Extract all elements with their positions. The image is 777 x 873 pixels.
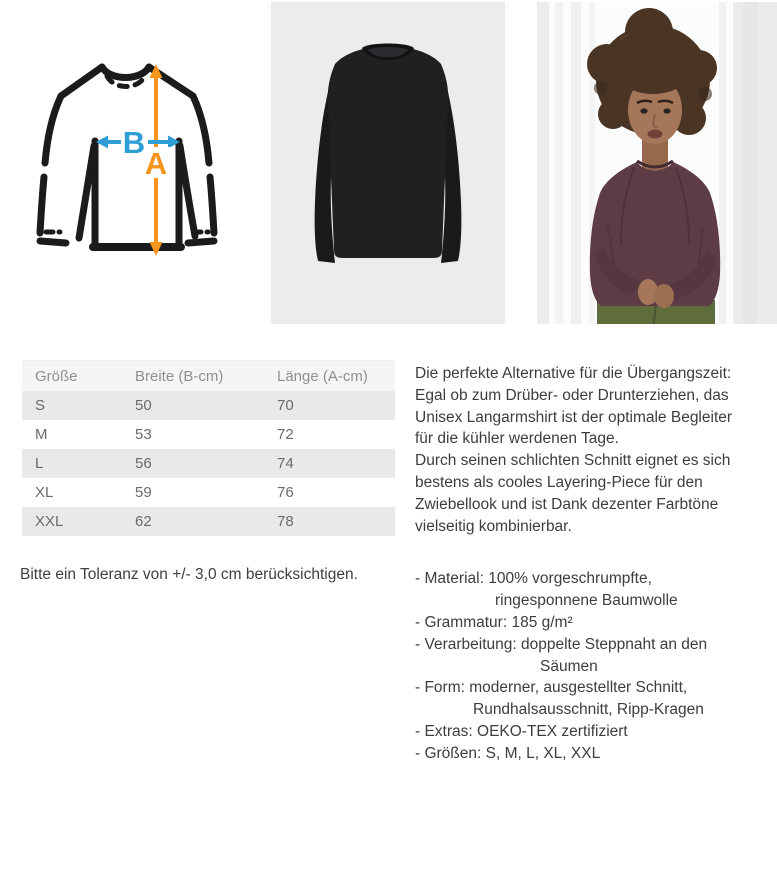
black-shirt	[315, 44, 462, 264]
column-header-length: Länge (A-cm)	[264, 361, 395, 392]
size-diagram-image[interactable]	[0, 0, 267, 330]
cell-length: 74	[277, 455, 294, 472]
product-photo[interactable]	[271, 2, 505, 324]
spec-line-material-cont: ringesponnene Baumwolle	[495, 592, 678, 610]
cell-size: L	[35, 455, 44, 472]
table-row	[22, 507, 395, 536]
description-line: für die kühler werdenen Tage.	[415, 430, 619, 448]
cell-size: XL	[35, 484, 54, 501]
product-description	[415, 363, 777, 765]
cell-size: S	[35, 397, 46, 414]
cell-width: 59	[135, 484, 152, 501]
cell-length: 70	[277, 397, 294, 414]
description-line: Durch seinen schlichten Schnitt eignet es sich	[415, 452, 731, 470]
spec-line-workmanship-cont: Säumen	[540, 657, 598, 675]
description-line: Die perfekte Alternative für die Übergangszeit:	[415, 365, 732, 382]
description-line: Unisex Langarmshirt ist der optimale Begleiter	[415, 408, 733, 426]
spec-line-grammage: - Grammatur: 185 g/m²	[415, 613, 573, 631]
size-table-container	[22, 360, 395, 536]
black-longsleeve-illustration	[271, 2, 505, 324]
cell-width: 62	[135, 513, 152, 530]
spec-line-material: - Material: 100% vorgeschrumpfte,	[415, 570, 652, 588]
spec-line-workmanship: - Verarbeitung: doppelte Steppnaht an den	[415, 635, 708, 653]
spec-line-sizes: - Größen: S, M, L, XL, XXL	[415, 744, 601, 762]
spec-line-extras: - Extras: OEKO-TEX zertifiziert	[415, 722, 628, 740]
description-line: Egal ob zum Drüber- oder Drunterziehen, das	[415, 386, 729, 404]
column-header-size: Größe	[22, 361, 122, 392]
cell-length: 76	[277, 484, 294, 501]
cell-width: 56	[135, 455, 152, 472]
cell-width: 50	[135, 397, 152, 414]
table-row	[22, 391, 395, 420]
table-row	[22, 478, 395, 507]
description-spacer	[415, 537, 777, 568]
table-row	[22, 449, 395, 478]
length-label: A	[144, 146, 168, 181]
model-illustration	[537, 2, 777, 324]
cell-size: M	[35, 426, 48, 443]
spec-line-form-cont: Rundhalsausschnitt, Ripp-Kragen	[473, 701, 704, 719]
size-diagram	[0, 0, 267, 330]
size-table-header-row	[22, 361, 395, 392]
size-table	[22, 360, 395, 536]
cell-width: 53	[135, 426, 152, 443]
description-line: bestens als cooles Layering-Piece für den	[415, 473, 703, 491]
cell-length: 78	[277, 513, 294, 530]
hairline	[610, 30, 696, 94]
cell-length: 72	[277, 426, 294, 443]
cell-size: XXL	[35, 513, 64, 530]
column-header-width: Breite (B-cm)	[122, 361, 264, 392]
description-line: Zwiebellook und ist Dank dezenter Farbtöne	[415, 495, 719, 513]
tolerance-note: Bitte ein Toleranz von +/- 3,0 cm berücksichtigen.	[20, 566, 358, 583]
description-line: vielseitig kombinierbar.	[415, 517, 572, 535]
table-row	[22, 420, 395, 449]
width-label: B	[122, 125, 146, 160]
spec-line-form: - Form: moderner, ausgestellter Schnitt,	[415, 679, 688, 697]
model-photo[interactable]	[537, 2, 777, 324]
